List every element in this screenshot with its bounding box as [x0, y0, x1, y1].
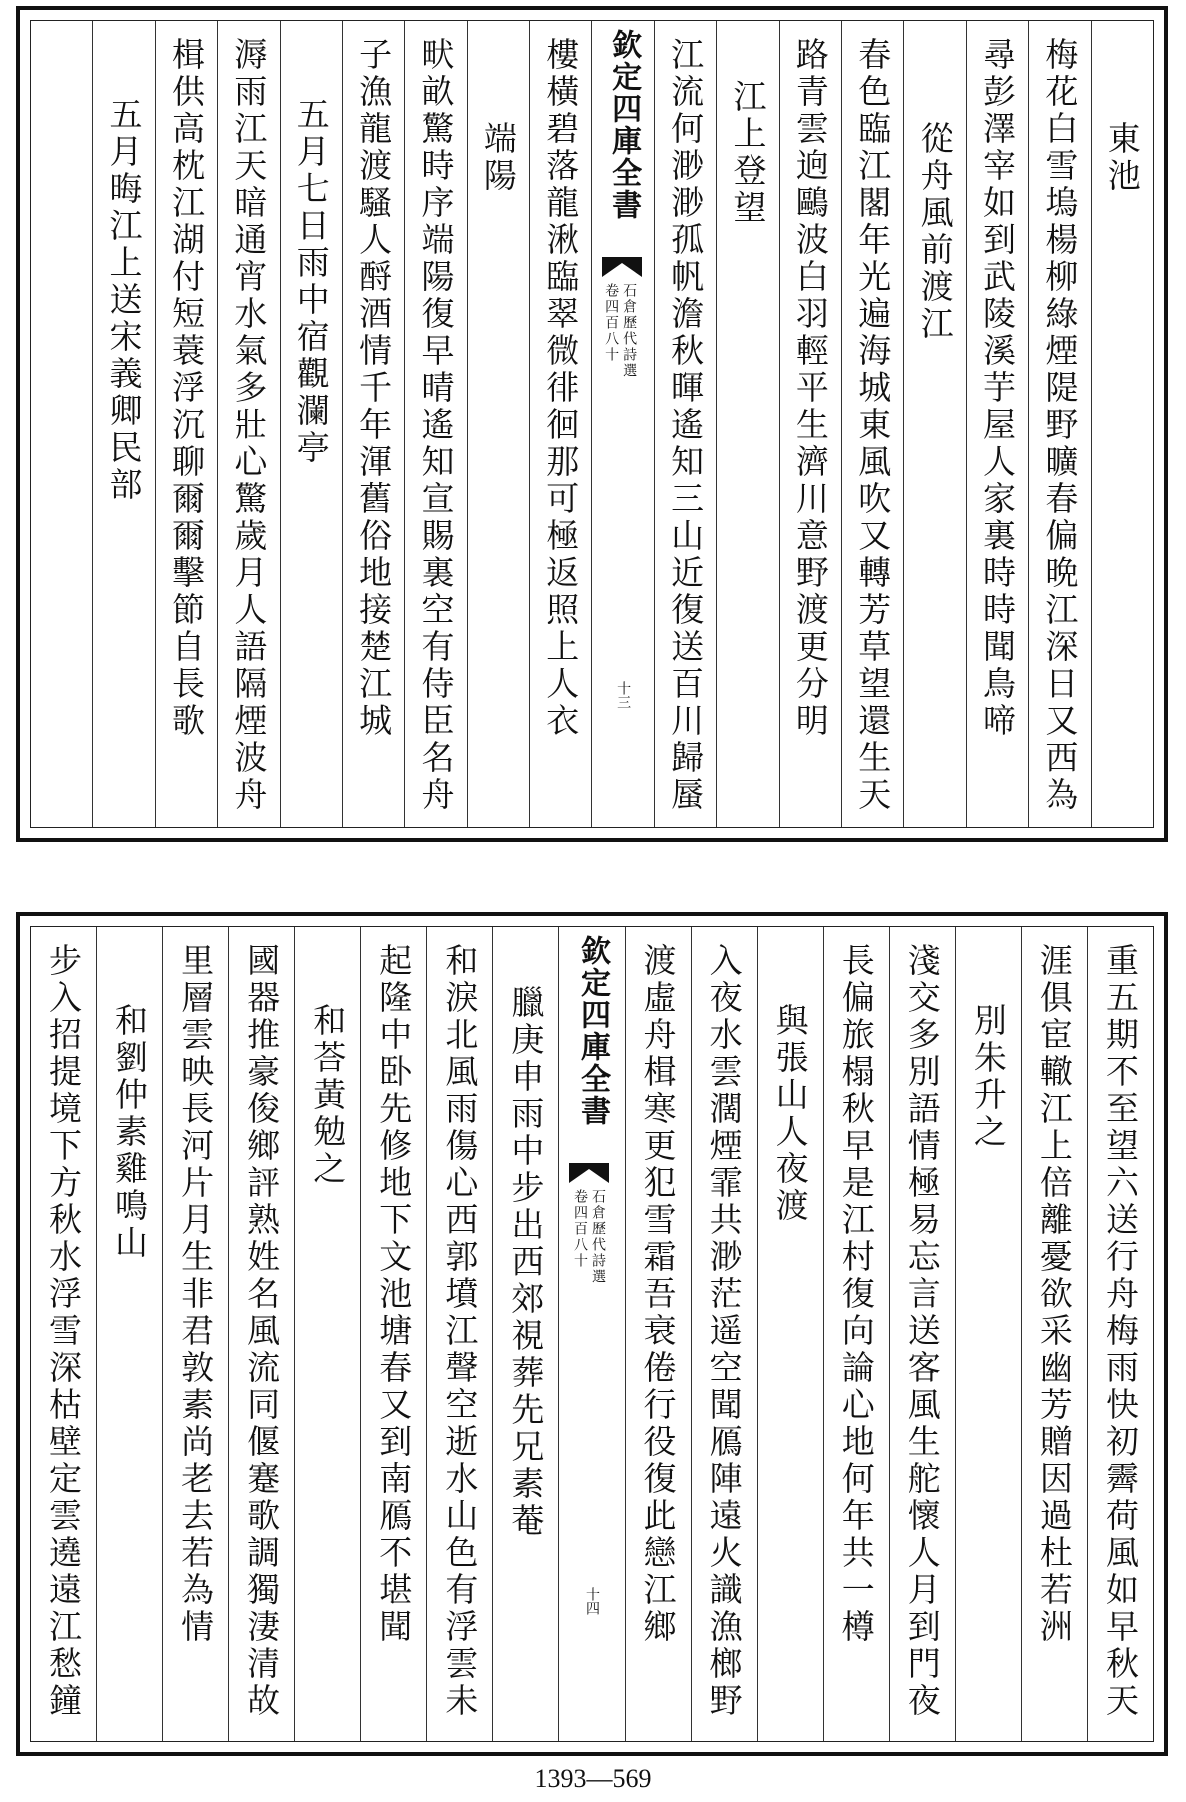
bottom-text-column — [96, 927, 162, 1741]
poem-line: 尋彭澤宰如到武陵溪芋屋人家裏時時聞鳥啼 — [978, 37, 1018, 740]
top-text-column — [92, 21, 154, 827]
poem-line: 春色臨江閣年光遍海城東風吹又轉芳草望還生天 — [853, 37, 893, 814]
page-footer-number: 1393—569 — [534, 1764, 652, 1793]
poem-title: 五月晦江上送宋義卿民部 — [104, 97, 144, 504]
poem-line: 步入招提境下方秋水浮雪深枯壁定雲遶遠江愁鐘 — [43, 943, 83, 1720]
poem-line: 江流何渺渺孤帆澹秋暉遙知三山近復送百川歸蜃 — [666, 37, 706, 814]
poem-line: 和淚北風雨傷心西郭墳江聲空逝水山色有浮雲未 — [440, 943, 480, 1720]
fishtail-mark-icon — [569, 1163, 609, 1183]
bottom-text-column — [162, 927, 228, 1741]
top-text-column — [966, 21, 1028, 827]
bottom-text-column — [757, 927, 823, 1741]
top-text-column — [404, 21, 466, 827]
poem-line: 起隆中卧先修地下文池塘春又到南鴈不堪聞 — [374, 943, 414, 1646]
poem-title: 從舟風前渡江 — [915, 121, 955, 343]
poem-title: 江上登望 — [728, 79, 768, 227]
poem-title: 端陽 — [478, 121, 518, 195]
folio-page-number: 十三 — [615, 681, 632, 709]
poem-title: 臘庚申雨中步出西郊視葬先兄素菴 — [506, 985, 546, 1540]
poem-line: 渡虛舟楫寒更犯雪霜吾衰倦行役復此戀江鄉 — [638, 943, 678, 1646]
poem-line: 淺交多別語情極易忘言送客風生舵懷人月到門夜 — [902, 943, 942, 1720]
poem-line: 里層雲映長河片月生非君敦素尚老去若為情 — [176, 943, 216, 1646]
top-text-column — [31, 21, 92, 827]
top-text-column — [342, 21, 404, 827]
poem-line: 楫供高枕江湖付短蓑浮沉聊爾爾擊節自長歌 — [166, 37, 206, 740]
book-title: 欽定四庫全書 — [606, 29, 642, 221]
poem-line: 畎畝驚時序端陽復早晴遙知宣賜裏空有侍臣名舟 — [416, 37, 456, 814]
poem-line: 路青雲逈鷗波白羽輕平生濟川意野渡更分明 — [790, 37, 830, 740]
bottom-center-fold-column — [558, 927, 624, 1741]
bottom-page-columns — [30, 926, 1154, 1742]
bottom-text-column — [426, 927, 492, 1741]
top-text-column — [529, 21, 591, 827]
poem-line: 入夜水雲濶煙霏共渺茫遥空聞鴈陣遠火識漁榔野 — [704, 943, 744, 1720]
top-text-column — [716, 21, 778, 827]
top-page-panel — [16, 6, 1168, 842]
folio-page-number: 十四 — [583, 1587, 600, 1615]
volume-label: 卷四百八十 — [603, 283, 620, 363]
bottom-text-column — [492, 927, 558, 1741]
poem-line: 梅花白雪塢楊柳綠煙隄野曠春偏晩江深日又西為 — [1040, 37, 1080, 814]
bottom-text-column — [823, 927, 889, 1741]
bottom-text-column — [360, 927, 426, 1741]
top-text-column — [1028, 21, 1090, 827]
top-text-column — [779, 21, 841, 827]
poem-line: 樓橫碧落龍湫臨翠微徘徊那可極返照上人衣 — [541, 37, 581, 740]
top-text-column — [280, 21, 342, 827]
poem-title: 東池 — [1102, 121, 1142, 195]
top-text-column — [841, 21, 903, 827]
poem-line: 涯俱宦轍江上倍離憂欲采幽芳贈因過杜若洲 — [1034, 943, 1074, 1646]
top-text-column — [155, 21, 217, 827]
poem-title: 別朱升之 — [968, 1003, 1008, 1151]
poem-line: 子漁龍渡騷人酹酒情千年渾舊俗地接楚江城 — [354, 37, 394, 740]
top-text-column — [467, 21, 529, 827]
bottom-text-column — [294, 927, 360, 1741]
poem-title: 和荅黃勉之 — [308, 1003, 348, 1188]
book-title: 欽定四庫全書 — [574, 935, 610, 1127]
fishtail-mark-icon — [602, 257, 642, 277]
top-text-column — [903, 21, 965, 827]
poem-title: 與張山人夜渡 — [770, 1003, 810, 1225]
top-text-column — [1091, 21, 1153, 827]
poem-line: 長偏旅榻秋早是江村復向論心地何年共一樽 — [836, 943, 876, 1646]
bottom-text-column — [1021, 927, 1087, 1741]
top-text-column — [217, 21, 279, 827]
bottom-text-column — [889, 927, 955, 1741]
top-page-columns — [30, 20, 1154, 828]
bottom-text-column — [31, 927, 96, 1741]
poem-line: 重五期不至望六送行舟梅雨快初霽荷風如早秋天 — [1100, 943, 1140, 1720]
collection-title: 石倉歷代詩選 — [589, 1189, 606, 1285]
collection-title: 石倉歷代詩選 — [621, 283, 638, 379]
top-text-column — [654, 21, 716, 827]
bottom-text-column — [625, 927, 691, 1741]
bottom-page-panel — [16, 912, 1168, 1756]
poem-title: 和劉仲素雞鳴山 — [110, 1003, 150, 1262]
bottom-text-column — [1087, 927, 1153, 1741]
bottom-text-column — [955, 927, 1021, 1741]
bottom-text-column — [228, 927, 294, 1741]
top-center-fold-column — [591, 21, 653, 827]
bottom-text-column — [691, 927, 757, 1741]
poem-title: 五月七日雨中宿觀瀾亭 — [291, 97, 331, 467]
poem-line: 國器推豪俊鄉評熟姓名風流同偃蹇歌調獨淒清故 — [242, 943, 282, 1720]
volume-label: 卷四百八十 — [571, 1189, 588, 1269]
poem-line: 溽雨江天暗通宵水氣多壯心驚歲月人語隔煙波舟 — [229, 37, 269, 814]
